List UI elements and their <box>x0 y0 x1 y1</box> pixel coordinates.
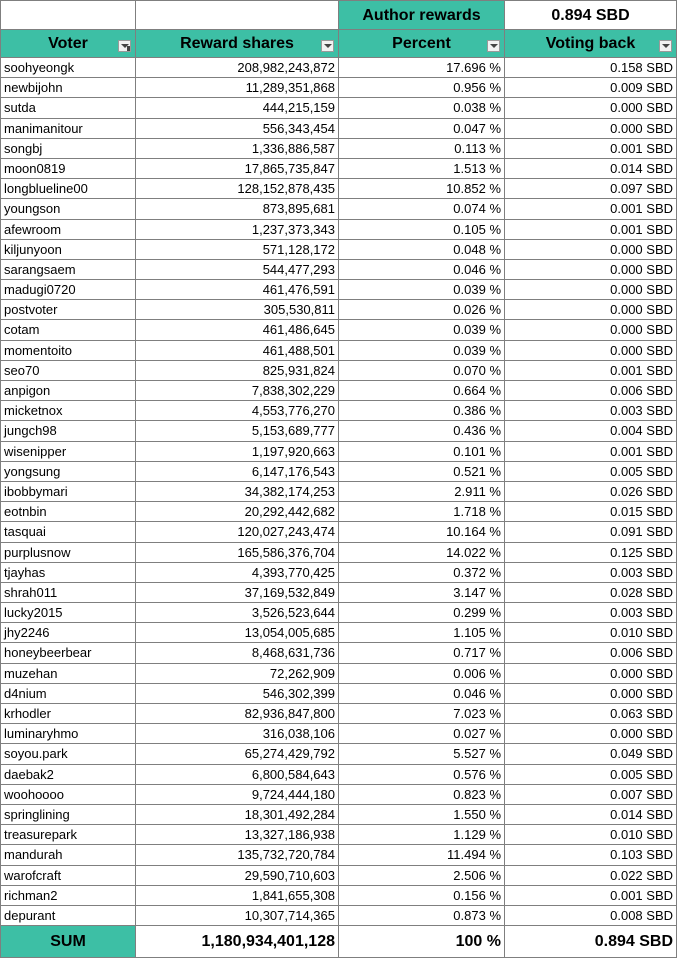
table-row[interactable] <box>0 78 678 98</box>
voter-cell[interactable]: momentoito <box>0 341 136 361</box>
reward-shares-cell[interactable]: 1,841,655,308 <box>136 886 339 906</box>
percent-cell[interactable]: 1.718 % <box>339 502 505 522</box>
table-row[interactable] <box>0 341 678 361</box>
percent-cell[interactable]: 3.147 % <box>339 583 505 603</box>
voting-back-cell[interactable]: 0.003 SBD <box>505 563 677 583</box>
table-row[interactable] <box>0 320 678 340</box>
voting-back-cell[interactable]: 0.000 SBD <box>505 300 677 320</box>
percent-cell[interactable]: 0.299 % <box>339 603 505 623</box>
voter-cell[interactable]: songbj <box>0 139 136 159</box>
voting-back-cell[interactable]: 0.009 SBD <box>505 78 677 98</box>
voting-back-cell[interactable]: 0.097 SBD <box>505 179 677 199</box>
table-row[interactable] <box>0 805 678 825</box>
column-header-row <box>0 30 678 58</box>
voter-cell[interactable]: luminaryhmo <box>0 724 136 744</box>
reward-shares-cell[interactable]: 546,302,399 <box>136 684 339 704</box>
percent-cell[interactable]: 11.494 % <box>339 845 505 865</box>
table-row[interactable] <box>0 563 678 583</box>
voting-back-cell[interactable]: 0.000 SBD <box>505 724 677 744</box>
voter-cell[interactable]: anpigon <box>0 381 136 401</box>
table-row[interactable] <box>0 502 678 522</box>
percent-cell[interactable]: 0.026 % <box>339 300 505 320</box>
table-row[interactable] <box>0 785 678 805</box>
reward-shares-cell[interactable]: 208,982,243,872 <box>136 58 339 78</box>
voter-cell[interactable]: madugi0720 <box>0 280 136 300</box>
percent-cell[interactable]: 0.105 % <box>339 220 505 240</box>
table-row[interactable] <box>0 98 678 118</box>
voter-cell[interactable]: purplusnow <box>0 543 136 563</box>
table-row[interactable] <box>0 603 678 623</box>
sum-row <box>0 926 678 958</box>
reward-shares-cell[interactable]: 7,838,302,229 <box>136 381 339 401</box>
reward-shares-cell[interactable]: 571,128,172 <box>136 240 339 260</box>
reward-shares-cell[interactable]: 20,292,442,682 <box>136 502 339 522</box>
filter-funnel-icon[interactable] <box>118 40 131 52</box>
voter-cell[interactable]: jungch98 <box>0 421 136 441</box>
reward-shares-cell[interactable]: 1,336,886,587 <box>136 139 339 159</box>
voting-back-cell[interactable]: 0.014 SBD <box>505 159 677 179</box>
voting-back-cell[interactable]: 0.003 SBD <box>505 401 677 421</box>
voting-back-cell[interactable]: 0.001 SBD <box>505 361 677 381</box>
table-row[interactable] <box>0 583 678 603</box>
table-row[interactable] <box>0 381 678 401</box>
percent-cell[interactable]: 0.101 % <box>339 442 505 462</box>
column-header-label: Voting back <box>545 35 636 52</box>
reward-shares-cell[interactable]: 461,488,501 <box>136 341 339 361</box>
reward-shares-cell[interactable]: 13,054,005,685 <box>136 623 339 643</box>
table-row[interactable] <box>0 543 678 563</box>
reward-shares-cell[interactable]: 18,301,492,284 <box>136 805 339 825</box>
table-row[interactable] <box>0 220 678 240</box>
table-row[interactable] <box>0 199 678 219</box>
percent-cell[interactable]: 0.823 % <box>339 785 505 805</box>
voter-cell[interactable]: tjayhas <box>0 563 136 583</box>
percent-cell[interactable]: 0.717 % <box>339 643 505 663</box>
voter-cell[interactable]: micketnox <box>0 401 136 421</box>
voting-back-cell[interactable]: 0.007 SBD <box>505 785 677 805</box>
reward-shares-cell[interactable]: 316,038,106 <box>136 724 339 744</box>
reward-shares-cell[interactable]: 10,307,714,365 <box>136 906 339 926</box>
table-row[interactable] <box>0 421 678 441</box>
reward-shares-cell[interactable]: 29,590,710,603 <box>136 866 339 886</box>
table-row[interactable] <box>0 886 678 906</box>
voter-cell[interactable]: youngson <box>0 199 136 219</box>
reward-shares-cell[interactable]: 556,343,454 <box>136 119 339 139</box>
percent-cell[interactable]: 1.105 % <box>339 623 505 643</box>
reward-shares-cell[interactable]: 8,468,631,736 <box>136 643 339 663</box>
voter-cell[interactable]: jhy2246 <box>0 623 136 643</box>
voting-back-cell[interactable]: 0.063 SBD <box>505 704 677 724</box>
voting-back-cell[interactable]: 0.000 SBD <box>505 260 677 280</box>
percent-cell[interactable]: 0.039 % <box>339 341 505 361</box>
reward-shares-cell[interactable]: 444,215,159 <box>136 98 339 118</box>
reward-shares-cell[interactable]: 17,865,735,847 <box>136 159 339 179</box>
table-row[interactable] <box>0 159 678 179</box>
reward-shares-cell[interactable]: 4,393,770,425 <box>136 563 339 583</box>
percent-cell[interactable]: 1.550 % <box>339 805 505 825</box>
percent-cell[interactable]: 0.027 % <box>339 724 505 744</box>
voting-back-cell[interactable]: 0.010 SBD <box>505 825 677 845</box>
table-row[interactable] <box>0 623 678 643</box>
voter-cell[interactable]: afewroom <box>0 220 136 240</box>
percent-cell[interactable]: 10.852 % <box>339 179 505 199</box>
voting-back-cell[interactable]: 0.158 SBD <box>505 58 677 78</box>
sum-reward-shares: 1,180,934,401,128 <box>136 926 339 958</box>
column-header-label: Percent <box>392 35 451 52</box>
percent-cell[interactable]: 5.527 % <box>339 744 505 764</box>
voting-back-cell[interactable]: 0.049 SBD <box>505 744 677 764</box>
voting-back-cell[interactable]: 0.001 SBD <box>505 199 677 219</box>
voting-back-cell[interactable]: 0.000 SBD <box>505 341 677 361</box>
voter-cell[interactable]: wisenipper <box>0 442 136 462</box>
table-row[interactable] <box>0 866 678 886</box>
voting-back-cell[interactable]: 0.026 SBD <box>505 482 677 502</box>
voter-cell[interactable]: muzehan <box>0 664 136 684</box>
sum-percent: 100 % <box>339 926 505 958</box>
percent-cell[interactable]: 1.513 % <box>339 159 505 179</box>
voter-cell[interactable]: manimanitour <box>0 119 136 139</box>
voter-cell[interactable]: tasquai <box>0 522 136 542</box>
voter-cell[interactable]: seo70 <box>0 361 136 381</box>
percent-cell[interactable]: 0.048 % <box>339 240 505 260</box>
reward-shares-cell[interactable]: 305,530,811 <box>136 300 339 320</box>
table-row[interactable] <box>0 300 678 320</box>
reward-shares-cell[interactable]: 165,586,376,704 <box>136 543 339 563</box>
voting-back-column-header[interactable] <box>505 30 677 58</box>
sum-label: SUM <box>0 926 136 958</box>
reward-shares-cell[interactable]: 4,553,776,270 <box>136 401 339 421</box>
table-row[interactable] <box>0 139 678 159</box>
reward-shares-column-header[interactable] <box>136 30 339 58</box>
voter-cell[interactable]: springlining <box>0 805 136 825</box>
table-row[interactable] <box>0 643 678 663</box>
voter-cell[interactable]: eotnbin <box>0 502 136 522</box>
voter-cell[interactable]: longblueline00 <box>0 179 136 199</box>
table-row[interactable] <box>0 462 678 482</box>
voter-cell[interactable]: treasurepark <box>0 825 136 845</box>
voting-back-cell[interactable]: 0.000 SBD <box>505 320 677 340</box>
dropdown-arrow-icon[interactable] <box>487 40 500 52</box>
voter-cell[interactable]: honeybeerbear <box>0 643 136 663</box>
reward-shares-cell[interactable]: 65,274,429,792 <box>136 744 339 764</box>
voter-cell[interactable]: kiljunyoon <box>0 240 136 260</box>
table-row[interactable] <box>0 765 678 785</box>
percent-cell[interactable]: 0.046 % <box>339 684 505 704</box>
table-row[interactable] <box>0 401 678 421</box>
percent-cell[interactable]: 0.372 % <box>339 563 505 583</box>
reward-shares-cell[interactable]: 72,262,909 <box>136 664 339 684</box>
voting-back-cell[interactable]: 0.015 SBD <box>505 502 677 522</box>
voting-back-cell[interactable]: 0.125 SBD <box>505 543 677 563</box>
reward-shares-cell[interactable]: 461,486,645 <box>136 320 339 340</box>
percent-cell[interactable]: 0.047 % <box>339 119 505 139</box>
table-row[interactable] <box>0 684 678 704</box>
table-row[interactable] <box>0 260 678 280</box>
percent-cell[interactable]: 0.039 % <box>339 320 505 340</box>
percent-cell[interactable]: 0.436 % <box>339 421 505 441</box>
author-rewards-value: 0.894 SBD <box>505 0 677 30</box>
voting-back-cell[interactable]: 0.022 SBD <box>505 866 677 886</box>
sum-voting-back: 0.894 SBD <box>505 926 677 958</box>
voter-cell[interactable]: sarangsaem <box>0 260 136 280</box>
voting-back-cell[interactable]: 0.014 SBD <box>505 805 677 825</box>
table-body <box>0 58 678 926</box>
voter-cell[interactable]: postvoter <box>0 300 136 320</box>
voting-back-cell[interactable]: 0.006 SBD <box>505 381 677 401</box>
table-row[interactable] <box>0 240 678 260</box>
voter-cell[interactable]: woohoooo <box>0 785 136 805</box>
table-row[interactable] <box>0 280 678 300</box>
voting-back-cell[interactable]: 0.003 SBD <box>505 603 677 623</box>
reward-shares-cell[interactable]: 1,197,920,663 <box>136 442 339 462</box>
voting-back-cell[interactable]: 0.004 SBD <box>505 421 677 441</box>
reward-shares-cell[interactable]: 3,526,523,644 <box>136 603 339 623</box>
voter-cell[interactable]: shrah011 <box>0 583 136 603</box>
percent-cell[interactable]: 0.156 % <box>339 886 505 906</box>
table-row[interactable] <box>0 825 678 845</box>
voting-back-cell[interactable]: 0.000 SBD <box>505 119 677 139</box>
reward-shares-cell[interactable]: 1,237,373,343 <box>136 220 339 240</box>
reward-shares-cell[interactable]: 82,936,847,800 <box>136 704 339 724</box>
voting-back-cell[interactable]: 0.091 SBD <box>505 522 677 542</box>
dropdown-arrow-icon[interactable] <box>659 40 672 52</box>
reward-shares-cell[interactable]: 5,153,689,777 <box>136 421 339 441</box>
percent-cell[interactable]: 0.113 % <box>339 139 505 159</box>
table-row[interactable] <box>0 482 678 502</box>
voter-cell[interactable]: depurant <box>0 906 136 926</box>
percent-cell[interactable]: 0.873 % <box>339 906 505 926</box>
percent-cell[interactable]: 10.164 % <box>339 522 505 542</box>
reward-shares-cell[interactable]: 135,732,720,784 <box>136 845 339 865</box>
dropdown-arrow-icon[interactable] <box>321 40 334 52</box>
percent-cell[interactable]: 2.911 % <box>339 482 505 502</box>
blank-cell <box>0 0 136 30</box>
reward-shares-cell[interactable]: 128,152,878,435 <box>136 179 339 199</box>
voter-cell[interactable]: yongsung <box>0 462 136 482</box>
percent-cell[interactable]: 0.664 % <box>339 381 505 401</box>
percent-cell[interactable]: 0.956 % <box>339 78 505 98</box>
voter-cell[interactable]: mandurah <box>0 845 136 865</box>
voting-back-cell[interactable]: 0.008 SBD <box>505 906 677 926</box>
voter-cell[interactable]: sutda <box>0 98 136 118</box>
table-row[interactable] <box>0 724 678 744</box>
reward-shares-cell[interactable]: 544,477,293 <box>136 260 339 280</box>
table-row[interactable] <box>0 845 678 865</box>
reward-shares-cell[interactable]: 13,327,186,938 <box>136 825 339 845</box>
voter-cell[interactable]: daebak2 <box>0 765 136 785</box>
voter-cell[interactable]: soyou.park <box>0 744 136 764</box>
table-row[interactable] <box>0 906 678 926</box>
reward-shares-cell[interactable]: 6,147,176,543 <box>136 462 339 482</box>
reward-shares-cell[interactable]: 11,289,351,868 <box>136 78 339 98</box>
percent-cell[interactable]: 7.023 % <box>339 704 505 724</box>
voting-back-cell[interactable]: 0.000 SBD <box>505 280 677 300</box>
table-row[interactable] <box>0 522 678 542</box>
percent-cell[interactable]: 0.576 % <box>339 765 505 785</box>
voter-cell[interactable]: cotam <box>0 320 136 340</box>
percent-cell[interactable]: 14.022 % <box>339 543 505 563</box>
voter-cell[interactable]: d4nium <box>0 684 136 704</box>
voting-back-cell[interactable]: 0.000 SBD <box>505 684 677 704</box>
voter-cell[interactable]: soohyeongk <box>0 58 136 78</box>
percent-cell[interactable]: 0.386 % <box>339 401 505 421</box>
voting-back-cell[interactable]: 0.005 SBD <box>505 462 677 482</box>
voting-back-cell[interactable]: 0.010 SBD <box>505 623 677 643</box>
voter-cell[interactable]: newbijohn <box>0 78 136 98</box>
voter-cell[interactable]: moon0819 <box>0 159 136 179</box>
table-row[interactable] <box>0 442 678 462</box>
percent-cell[interactable]: 1.129 % <box>339 825 505 845</box>
table-row[interactable] <box>0 744 678 764</box>
reward-shares-cell[interactable]: 461,476,591 <box>136 280 339 300</box>
reward-shares-cell[interactable]: 873,895,681 <box>136 199 339 219</box>
reward-shares-cell[interactable]: 34,382,174,253 <box>136 482 339 502</box>
voter-cell[interactable]: ibobbymari <box>0 482 136 502</box>
percent-cell[interactable]: 0.006 % <box>339 664 505 684</box>
percent-cell[interactable]: 2.506 % <box>339 866 505 886</box>
voting-back-cell[interactable]: 0.000 SBD <box>505 240 677 260</box>
voting-back-cell[interactable]: 0.001 SBD <box>505 139 677 159</box>
reward-shares-cell[interactable]: 120,027,243,474 <box>136 522 339 542</box>
voting-back-cell[interactable]: 0.001 SBD <box>505 220 677 240</box>
percent-cell[interactable]: 0.039 % <box>339 280 505 300</box>
voting-back-cell[interactable]: 0.001 SBD <box>505 886 677 906</box>
reward-shares-cell[interactable]: 9,724,444,180 <box>136 785 339 805</box>
author-rewards-row <box>0 0 678 30</box>
column-header-label: Reward shares <box>180 35 294 52</box>
percent-cell[interactable]: 0.070 % <box>339 361 505 381</box>
voter-column-header[interactable] <box>0 30 136 58</box>
table-row[interactable] <box>0 179 678 199</box>
percent-cell[interactable]: 0.038 % <box>339 98 505 118</box>
table-row[interactable] <box>0 119 678 139</box>
reward-shares-cell[interactable]: 37,169,532,849 <box>136 583 339 603</box>
voting-back-cell[interactable]: 0.000 SBD <box>505 98 677 118</box>
voting-back-cell[interactable]: 0.006 SBD <box>505 643 677 663</box>
voting-back-cell[interactable]: 0.000 SBD <box>505 664 677 684</box>
voting-back-cell[interactable]: 0.001 SBD <box>505 442 677 462</box>
percent-cell[interactable]: 0.074 % <box>339 199 505 219</box>
table-row[interactable] <box>0 361 678 381</box>
voting-back-cell[interactable]: 0.005 SBD <box>505 765 677 785</box>
author-rewards-label: Author rewards <box>339 0 505 30</box>
percent-cell[interactable]: 0.046 % <box>339 260 505 280</box>
voting-back-cell[interactable]: 0.028 SBD <box>505 583 677 603</box>
blank-cell <box>136 0 339 30</box>
percent-cell[interactable]: 17.696 % <box>339 58 505 78</box>
voter-cell[interactable]: richman2 <box>0 886 136 906</box>
voter-cell[interactable]: lucky2015 <box>0 603 136 623</box>
percent-cell[interactable]: 0.521 % <box>339 462 505 482</box>
voter-cell[interactable]: warofcraft <box>0 866 136 886</box>
reward-shares-cell[interactable]: 6,800,584,643 <box>136 765 339 785</box>
table-row[interactable] <box>0 58 678 78</box>
voting-back-cell[interactable]: 0.103 SBD <box>505 845 677 865</box>
table-row[interactable] <box>0 704 678 724</box>
column-header-label: Voter <box>48 35 88 52</box>
percent-column-header[interactable] <box>339 30 505 58</box>
reward-shares-cell[interactable]: 825,931,824 <box>136 361 339 381</box>
voter-cell[interactable]: krhodler <box>0 704 136 724</box>
table-row[interactable] <box>0 664 678 684</box>
